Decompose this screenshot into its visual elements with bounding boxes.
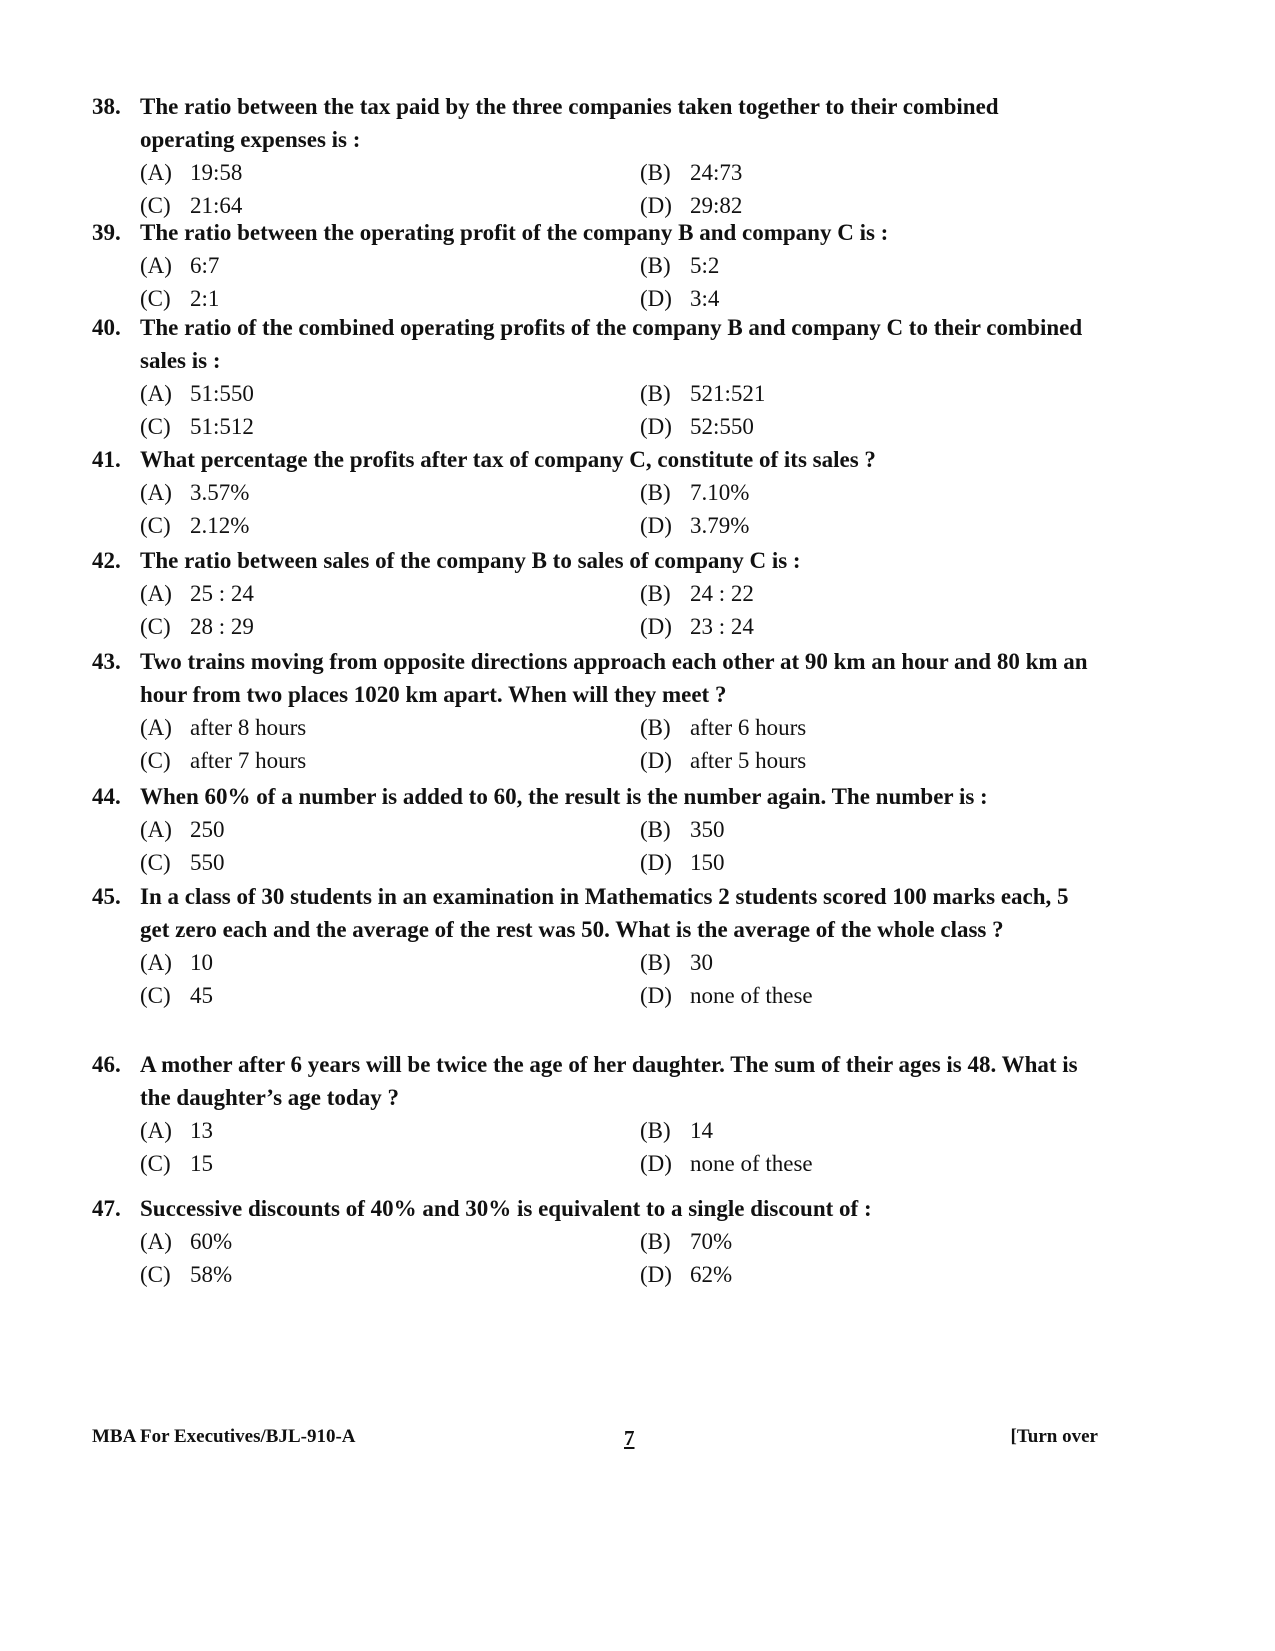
option-value: 550 [190,850,225,875]
question-42 [92,544,1092,643]
question-number: 40. [92,315,121,340]
question-heading [92,443,1092,476]
option-label: (B) [640,581,671,606]
option-d [640,979,1040,1012]
question-text: In a class of 30 students in an examination in Mathematics 2 students scored 100 marks each, 5 get zero each and the average of the rest was 50. What is the average of the whole class ? [140,884,1069,942]
option-label: (A) [140,715,172,740]
option-b [640,249,1040,282]
option-value: after 7 hours [190,748,307,773]
option-c [140,410,640,443]
option-value: 350 [690,817,725,842]
option-label: (D) [640,1151,672,1176]
option-d [640,744,1040,777]
option-label: (A) [140,253,172,278]
option-value: after 5 hours [690,748,807,773]
option-label: (C) [140,614,171,639]
question-text: The ratio between the tax paid by the three companies taken together to their combined operating expenses is : [140,94,999,152]
question-44 [92,780,1092,879]
question-46 [92,1048,1092,1180]
question-40 [92,311,1092,443]
option-label: (D) [640,414,672,439]
option-d [640,610,1040,643]
option-b [640,813,1040,846]
option-label: (A) [140,381,172,406]
options-list [140,813,1092,879]
question-text: The ratio between sales of the company B to sales of company C is : [140,548,801,573]
option-a [140,1225,640,1258]
option-label: (A) [140,1118,172,1143]
page-footer [92,1426,1098,1456]
option-value: 10 [190,950,213,975]
option-a [140,249,640,282]
option-b [640,577,1040,610]
option-label: (C) [140,1151,171,1176]
question-47 [92,1192,1092,1291]
question-text: The ratio of the combined operating profits of the company B and company C to their combined sales is : [140,315,1083,373]
option-label: (B) [640,1118,671,1143]
option-value: 2:1 [190,286,220,311]
option-d [640,846,1040,879]
question-heading [92,544,1092,577]
question-heading [92,880,1092,946]
option-a [140,813,640,846]
option-value: 7.10% [690,480,750,505]
option-label: (C) [140,286,171,311]
option-label: (A) [140,480,172,505]
option-value: after 6 hours [690,715,807,740]
option-value: 3.79% [690,513,750,538]
question-heading [92,1048,1092,1114]
option-label: (B) [640,950,671,975]
option-c [140,1147,640,1180]
option-a [140,377,640,410]
option-value: 25 : 24 [190,581,254,606]
option-label: (B) [640,480,671,505]
question-heading [92,645,1092,711]
option-label: (B) [640,715,671,740]
option-c [140,610,640,643]
option-value: 51:550 [190,381,254,406]
option-b [640,1114,1040,1147]
question-38 [92,90,1092,222]
question-heading [92,780,1092,813]
question-text: A mother after 6 years will be twice the age of her daughter. The sum of their ages is 48. What is the daughter’s age today ? [140,1052,1078,1110]
option-label: (A) [140,581,172,606]
option-label: (B) [640,1229,671,1254]
option-d [640,509,1040,542]
option-value: 30 [690,950,713,975]
option-label: (A) [140,160,172,185]
option-value: 15 [190,1151,213,1176]
question-number: 41. [92,447,121,472]
options-list [140,249,1092,315]
option-value: 51:512 [190,414,254,439]
option-value: 150 [690,850,725,875]
options-list [140,946,1092,1012]
option-label: (C) [140,414,171,439]
question-text: Two trains moving from opposite directions approach each other at 90 km an hour and 80 km an hour from two places 1020 km apart. When will they meet ? [140,649,1088,707]
option-label: (D) [640,1262,672,1287]
option-value: 58% [190,1262,233,1287]
options-list [140,1225,1092,1291]
option-value: 24:73 [690,160,743,185]
option-value: 60% [190,1229,233,1254]
option-label: (D) [640,748,672,773]
option-label: (B) [640,253,671,278]
question-number: 44. [92,784,121,809]
option-value: 45 [190,983,213,1008]
option-value: 62% [690,1262,733,1287]
option-value: 21:64 [190,193,243,218]
option-b [640,946,1040,979]
option-b [640,156,1040,189]
option-label: (C) [140,850,171,875]
option-label: (A) [140,950,172,975]
options-list [140,711,1092,777]
option-label: (D) [640,983,672,1008]
option-value: 13 [190,1118,213,1143]
course-code: MBA For Executives/BJL-910-A [92,1426,356,1447]
turn-over-note: [Turn over [1010,1426,1098,1447]
option-label: (D) [640,850,672,875]
option-value: none of these [690,1151,813,1176]
option-label: (D) [640,614,672,639]
question-43 [92,645,1092,777]
option-label: (D) [640,513,672,538]
question-number: 45. [92,884,121,909]
options-list [140,476,1092,542]
option-a [140,577,640,610]
question-heading [92,311,1092,377]
option-b [640,1225,1040,1258]
option-label: (D) [640,286,672,311]
option-label: (A) [140,817,172,842]
option-label: (C) [140,1262,171,1287]
question-39 [92,216,1092,315]
option-value: 23 : 24 [690,614,754,639]
option-value: none of these [690,983,813,1008]
option-d [640,1147,1040,1180]
option-value: 2.12% [190,513,250,538]
option-label: (B) [640,160,671,185]
option-a [140,476,640,509]
option-value: 250 [190,817,225,842]
option-value: after 8 hours [190,715,307,740]
question-heading [92,216,1092,249]
question-41 [92,443,1092,542]
option-a [140,156,640,189]
question-number: 43. [92,649,121,674]
option-label: (D) [640,193,672,218]
option-a [140,946,640,979]
option-label: (A) [140,1229,172,1254]
option-label: (C) [140,983,171,1008]
question-text: When 60% of a number is added to 60, the result is the number again. The number is : [140,784,988,809]
option-c [140,1258,640,1291]
option-value: 52:550 [690,414,754,439]
option-value: 3.57% [190,480,250,505]
option-value: 3:4 [690,286,720,311]
option-value: 6:7 [190,253,220,278]
option-label: (C) [140,513,171,538]
option-a [140,711,640,744]
question-number: 42. [92,548,121,573]
option-value: 14 [690,1118,713,1143]
option-label: (C) [140,193,171,218]
question-number: 38. [92,94,121,119]
question-heading [92,1192,1092,1225]
option-c [140,509,640,542]
option-value: 19:58 [190,160,243,185]
question-text: Successive discounts of 40% and 30% is equivalent to a single discount of : [140,1196,872,1221]
option-b [640,377,1040,410]
options-list [140,156,1092,222]
question-text: What percentage the profits after tax of company C, constitute of its sales ? [140,447,876,472]
question-45 [92,880,1092,1012]
option-d [640,410,1040,443]
options-list [140,1114,1092,1180]
option-b [640,476,1040,509]
option-value: 29:82 [690,193,743,218]
option-a [140,1114,640,1147]
options-list [140,377,1092,443]
option-value: 24 : 22 [690,581,754,606]
option-value: 28 : 29 [190,614,254,639]
option-c [140,846,640,879]
option-value: 521:521 [690,381,766,406]
option-value: 70% [690,1229,733,1254]
question-text: The ratio between the operating profit of the company B and company C is : [140,220,889,245]
question-heading [92,90,1092,156]
question-number: 46. [92,1052,121,1077]
option-c [140,744,640,777]
option-b [640,711,1040,744]
page-number: 7 [624,1426,635,1450]
option-c [140,979,640,1012]
option-label: (B) [640,381,671,406]
option-label: (C) [140,748,171,773]
option-d [640,1258,1040,1291]
option-label: (B) [640,817,671,842]
question-number: 39. [92,220,121,245]
question-number: 47. [92,1196,121,1221]
options-list [140,577,1092,643]
option-value: 5:2 [690,253,720,278]
